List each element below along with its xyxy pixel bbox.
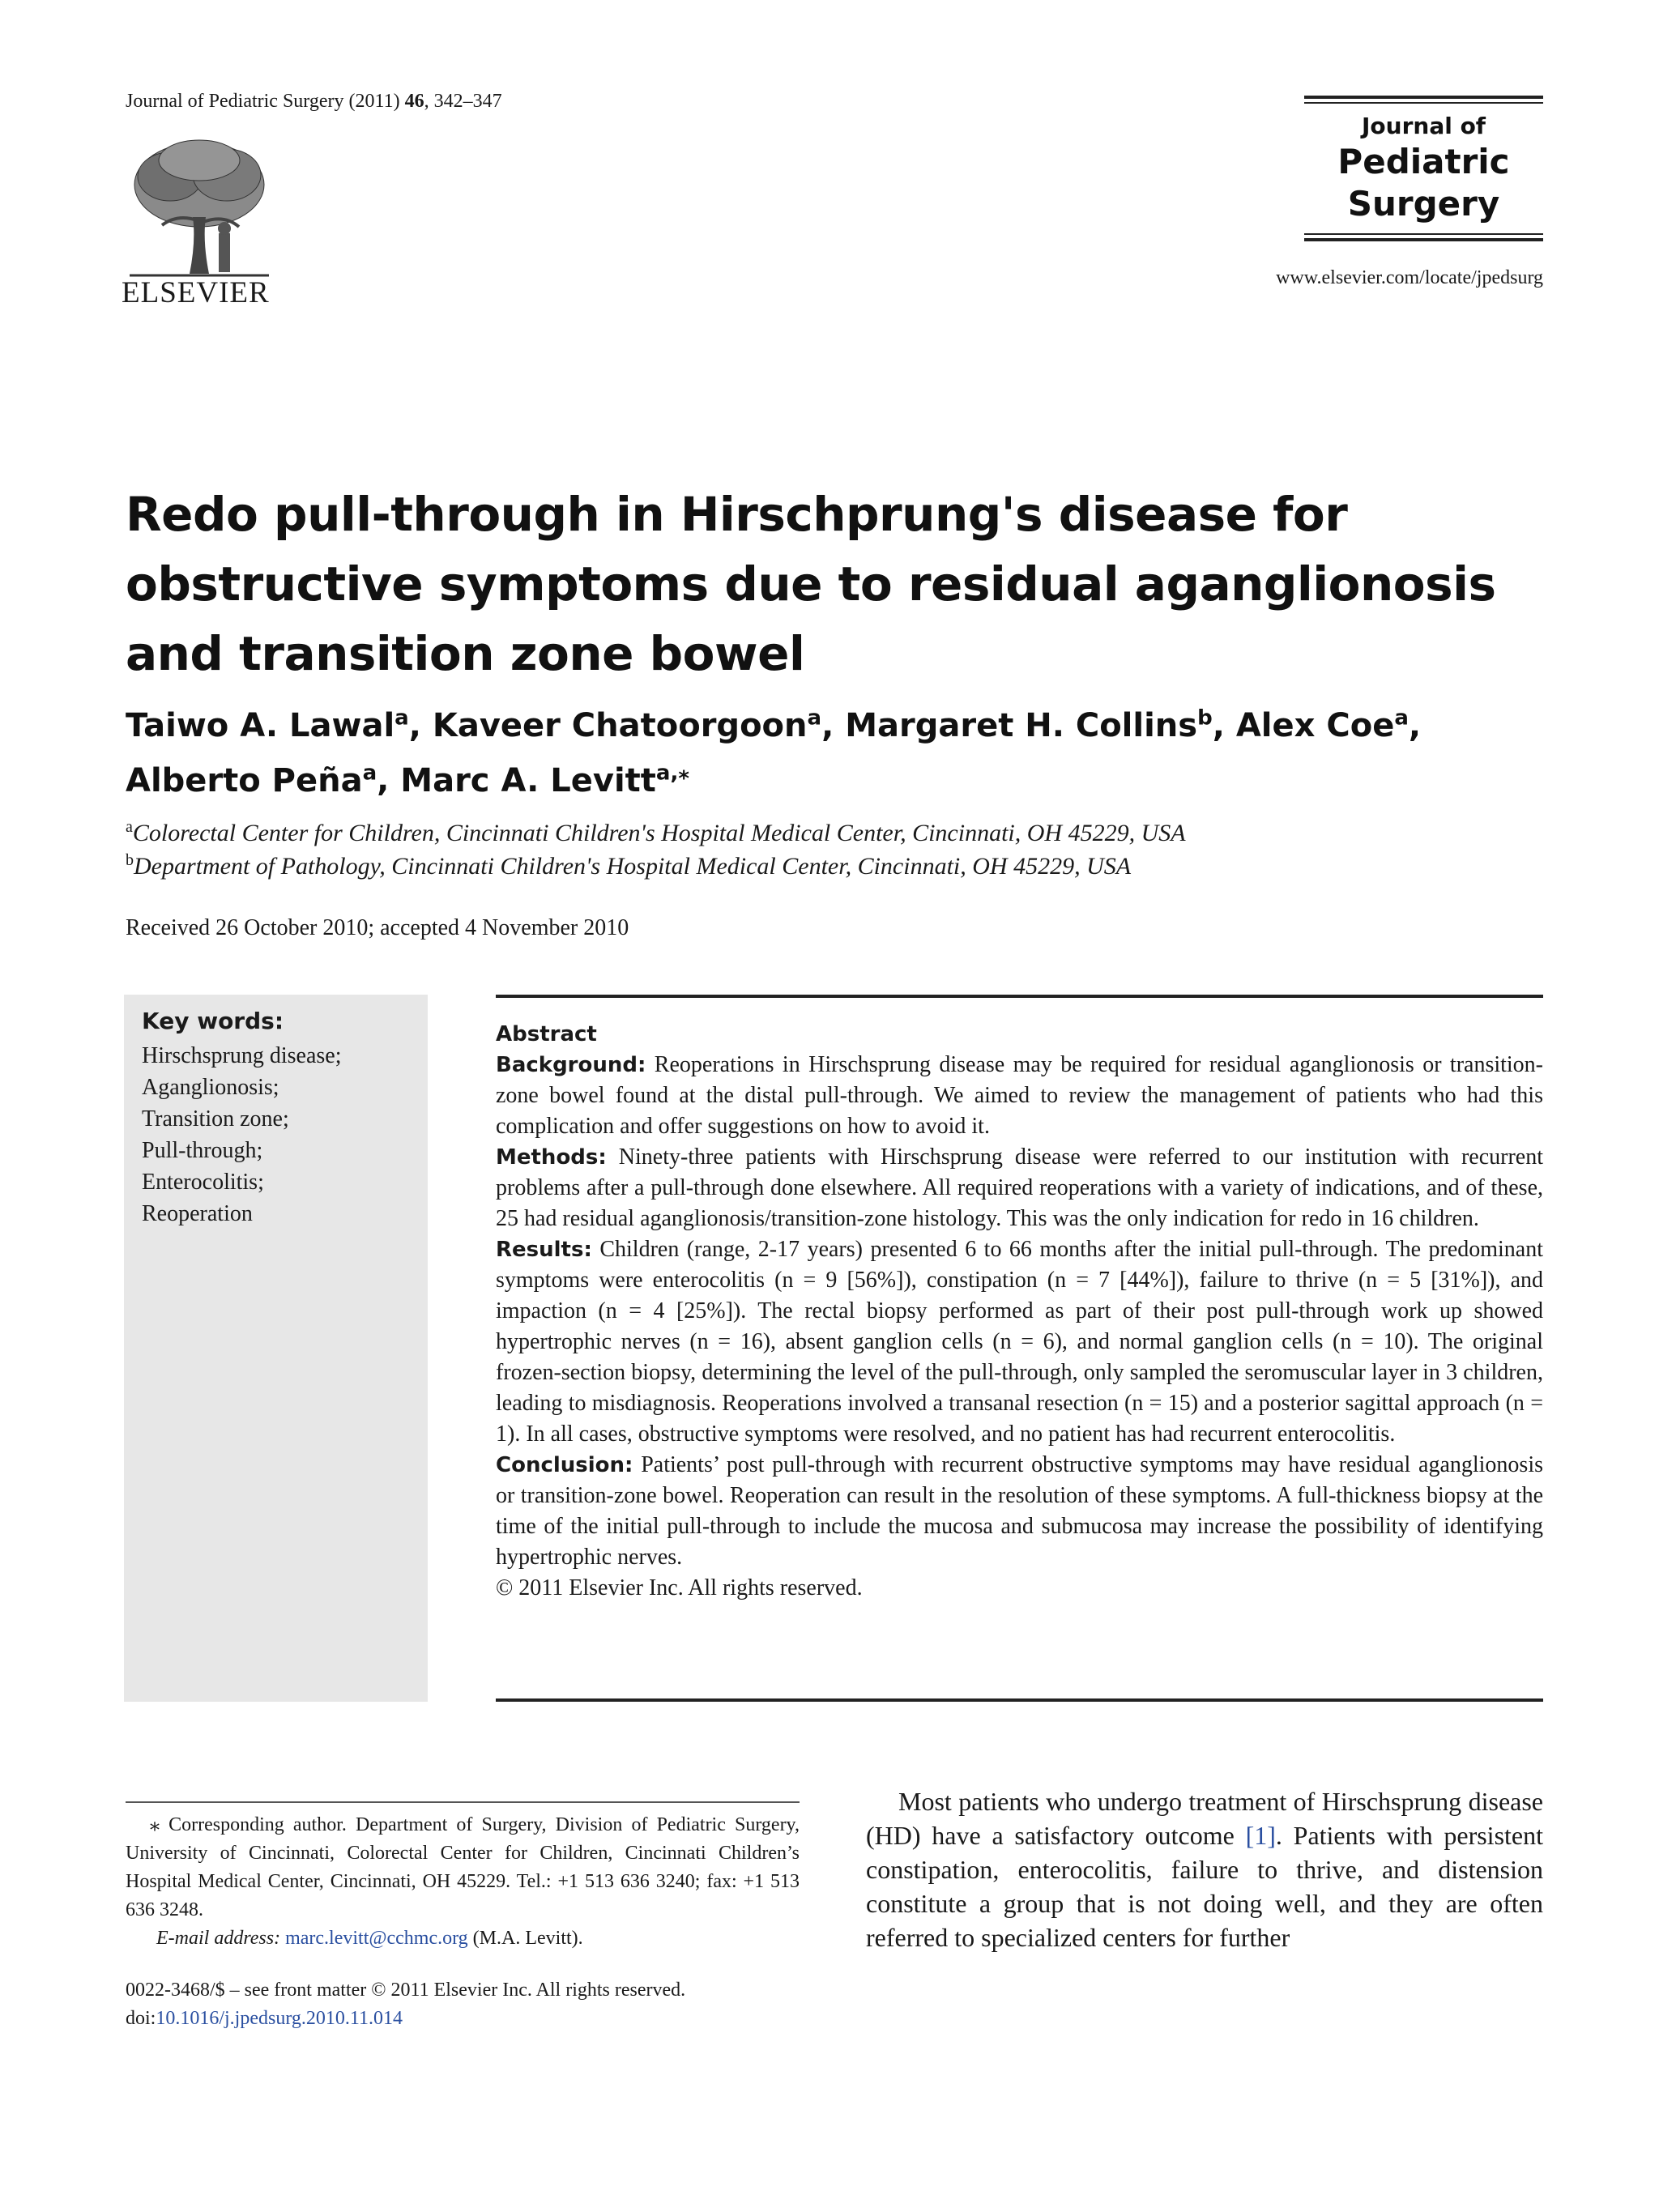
journal-logo-line1: Journal of xyxy=(1362,113,1486,139)
author-affiliation-mark: b xyxy=(1197,706,1213,731)
author[interactable]: Marc A. Levitt$^{a,⁎}$ xyxy=(400,761,689,799)
author-affiliation-mark: a xyxy=(807,706,822,731)
keyword-item: Reoperation xyxy=(142,1201,253,1226)
email-link[interactable]: marc.levitt@cchmc.org xyxy=(285,1928,468,1949)
abstract-results xyxy=(496,1234,1543,1450)
article-title: Redo pull-through in Hirschprung's disease for obstructive symptoms due to residual aganglionosis and transition zone bowel xyxy=(126,487,1496,681)
section-text: Ninety-three patients with Hirschsprung disease were referred to our institution with recurrent problems after a pull-through done elsewhere. All required reoperations with a variety of indications, and of these, 25 had residual aganglionosis/transition-zone histology. This was the only indication for redo in 16 children. xyxy=(496,1144,1544,1231)
body-paragraph xyxy=(866,1784,1543,1954)
email-line xyxy=(126,1924,800,1953)
keyword-item: Hirschsprung disease; xyxy=(142,1043,342,1068)
keywords-list xyxy=(142,1040,342,1230)
affiliation-label: b xyxy=(126,851,134,869)
journal-logo-rule-bottom-thin xyxy=(1304,233,1543,235)
affiliation-text: Colorectal Center for Children, Cincinnati Children's Hospital Medical Center, Cincinnati, OH 45229, USA xyxy=(132,820,1186,846)
corresponding-author-note: ⁎ Corresponding author. Department of Surgery, Division of Pediatric Surgery, University of Cincinnati, Colorectal Center for Children, Cincinnati Children’s Hospital Medical Center, Cincinnati, OH 45229. Tel.: +1 513 636 3240; fax: +1 513 636 3248. xyxy=(126,1814,800,1920)
affiliation-a xyxy=(126,818,1551,847)
reference-link[interactable]: [1] xyxy=(1245,1821,1276,1850)
journal-logo-title xyxy=(1304,104,1543,233)
section-heading: Results: xyxy=(496,1238,592,1262)
citation-pages: , 342–347 xyxy=(424,91,502,112)
section-text: Patients’ post pull-through with recurrent obstructive symptoms may have residual aganglionosis or transition-zone bowel. Reoperation can result in the resolution of these symptoms. A full-thickness biopsy at the time of the initial pull-through to include the mucosa and submucosa may increase the possibility of identifying hypertrophic nerves. xyxy=(496,1452,1544,1570)
author[interactable]: Taiwo A. Lawal$^a$ xyxy=(126,706,409,745)
email-label: E-mail address: xyxy=(156,1928,281,1949)
section-heading: Conclusion: xyxy=(496,1453,633,1477)
journal-url[interactable]: www.elsevier.com/locate/jpedsurg xyxy=(1276,267,1543,288)
email-suffix: (M.A. Levitt). xyxy=(467,1928,583,1949)
author-affiliation-mark: a xyxy=(362,761,377,786)
keywords-title: Key words: xyxy=(142,1008,284,1034)
section-heading: Methods: xyxy=(496,1145,607,1170)
footnote-rule xyxy=(126,1801,800,1803)
abstract-conclusion xyxy=(496,1450,1543,1573)
author[interactable]: Alberto Peña$^a$ xyxy=(126,761,377,799)
section-text: Children (range, 2-17 years) presented 6 to 66 months after the initial pull-through. The predominant symptoms were enterocolitis (n = 9 [56%]), constipation (n = 7 [44%]), failure to thrive (n = 5 [31%]), and impaction (n = 4 [25%]). The rectal biopsy performed as part of their post pull-through work up showed hypertrophic nerves (n = 16), absent ganglion cells (n = 6), and normal ganglion cells (n = 10). The original frozen-section biopsy, determining the level of the pull-through, only sampled the seromuscular layer in 3 children, leading to misdiagnosis. Reoperations involved a transanal resection (n = 15) and a posterior sagittal approach (n = 1). In all cases, obstructive symptoms were resolved, and no patient has had recurrent enterocolitis. xyxy=(496,1237,1544,1447)
publisher-name: ELSEVIER xyxy=(122,276,270,309)
affiliation-b xyxy=(126,851,1551,880)
elsevier-tree-logo-icon xyxy=(122,136,277,298)
journal-logo-line3: Surgery xyxy=(1347,184,1500,224)
abstract xyxy=(496,1019,1543,1604)
journal-logo-rule-top xyxy=(1304,96,1543,99)
keyword-item: Transition zone; xyxy=(142,1106,289,1132)
journal-logo xyxy=(1304,96,1543,245)
author-list: Taiwo A. Lawal$^a$, Kaveer Chatoorgoon$^a$, Margaret H. Collins$^b$, Alex Coe$^a$, Alberto Peña$^a$, Marc A. Levitt$^{a,⁎}$ xyxy=(126,706,1422,799)
affiliation-text: Department of Pathology, Cincinnati Children's Hospital Medical Center, Cincinnati, OH 45229, USA xyxy=(134,853,1132,880)
author-affiliation-mark: a xyxy=(394,706,409,731)
abstract-rule-bottom xyxy=(496,1698,1543,1702)
citation-volume: 46 xyxy=(404,91,424,112)
doi-line xyxy=(126,2005,855,2033)
author-affiliation-mark: a xyxy=(1394,706,1409,731)
author[interactable]: Kaveer Chatoorgoon$^a$ xyxy=(432,706,822,745)
corresponding-author-mark[interactable]: a,⁎ xyxy=(655,761,689,786)
doi-label: doi: xyxy=(126,2008,156,2029)
affiliation-label: a xyxy=(126,818,133,836)
citation-prefix: Journal of Pediatric Surgery (2011) xyxy=(126,91,405,112)
issn-line: 0022-3468/$ – see front matter © 2011 Elsevier Inc. All rights reserved. xyxy=(126,1980,686,2001)
journal-logo-rule-bottom xyxy=(1304,238,1543,241)
abstract-methods xyxy=(496,1142,1543,1234)
body-text-rest: . Patients with persistent constipation, enterocolitis, failure to thrive, and distension constitute a group that is not doing well, and they are often referred to specialized centers for further xyxy=(866,1821,1543,1952)
section-text: Reoperations in Hirschsprung disease may be required for residual aganglionosis or transition-zone bowel found at the distal pull-through. We aimed to review the management of patients who had this complication and offer suggestions on how to avoid it. xyxy=(496,1052,1544,1139)
abstract-background xyxy=(496,1050,1543,1142)
journal-citation xyxy=(126,91,502,113)
body-text-start: Most patients who undergo treatment of Hirschsprung disease (HD) have a satisfactory outcome xyxy=(866,1787,1543,1850)
journal-logo-line2: Pediatric xyxy=(1337,142,1510,181)
front-matter xyxy=(126,1976,855,2033)
received-dates: Received 26 October 2010; accepted 4 November 2010 xyxy=(126,915,629,940)
keyword-item: Pull-through; xyxy=(142,1138,263,1163)
abstract-copyright: © 2011 Elsevier Inc. All rights reserved. xyxy=(496,1575,863,1600)
abstract-title: Abstract xyxy=(496,1022,597,1046)
abstract-rule-top xyxy=(496,995,1543,998)
author[interactable]: Margaret H. Collins$^b$ xyxy=(845,706,1213,745)
author[interactable]: Alex Coe$^a$ xyxy=(1235,706,1409,745)
keyword-item: Aganglionosis; xyxy=(142,1075,279,1100)
doi-link[interactable]: 10.1016/j.jpedsurg.2010.11.014 xyxy=(156,2008,403,2029)
keywords-box xyxy=(124,995,428,1702)
section-heading: Background: xyxy=(496,1053,646,1077)
keyword-item: Enterocolitis; xyxy=(142,1170,264,1195)
footnote xyxy=(126,1811,800,1953)
